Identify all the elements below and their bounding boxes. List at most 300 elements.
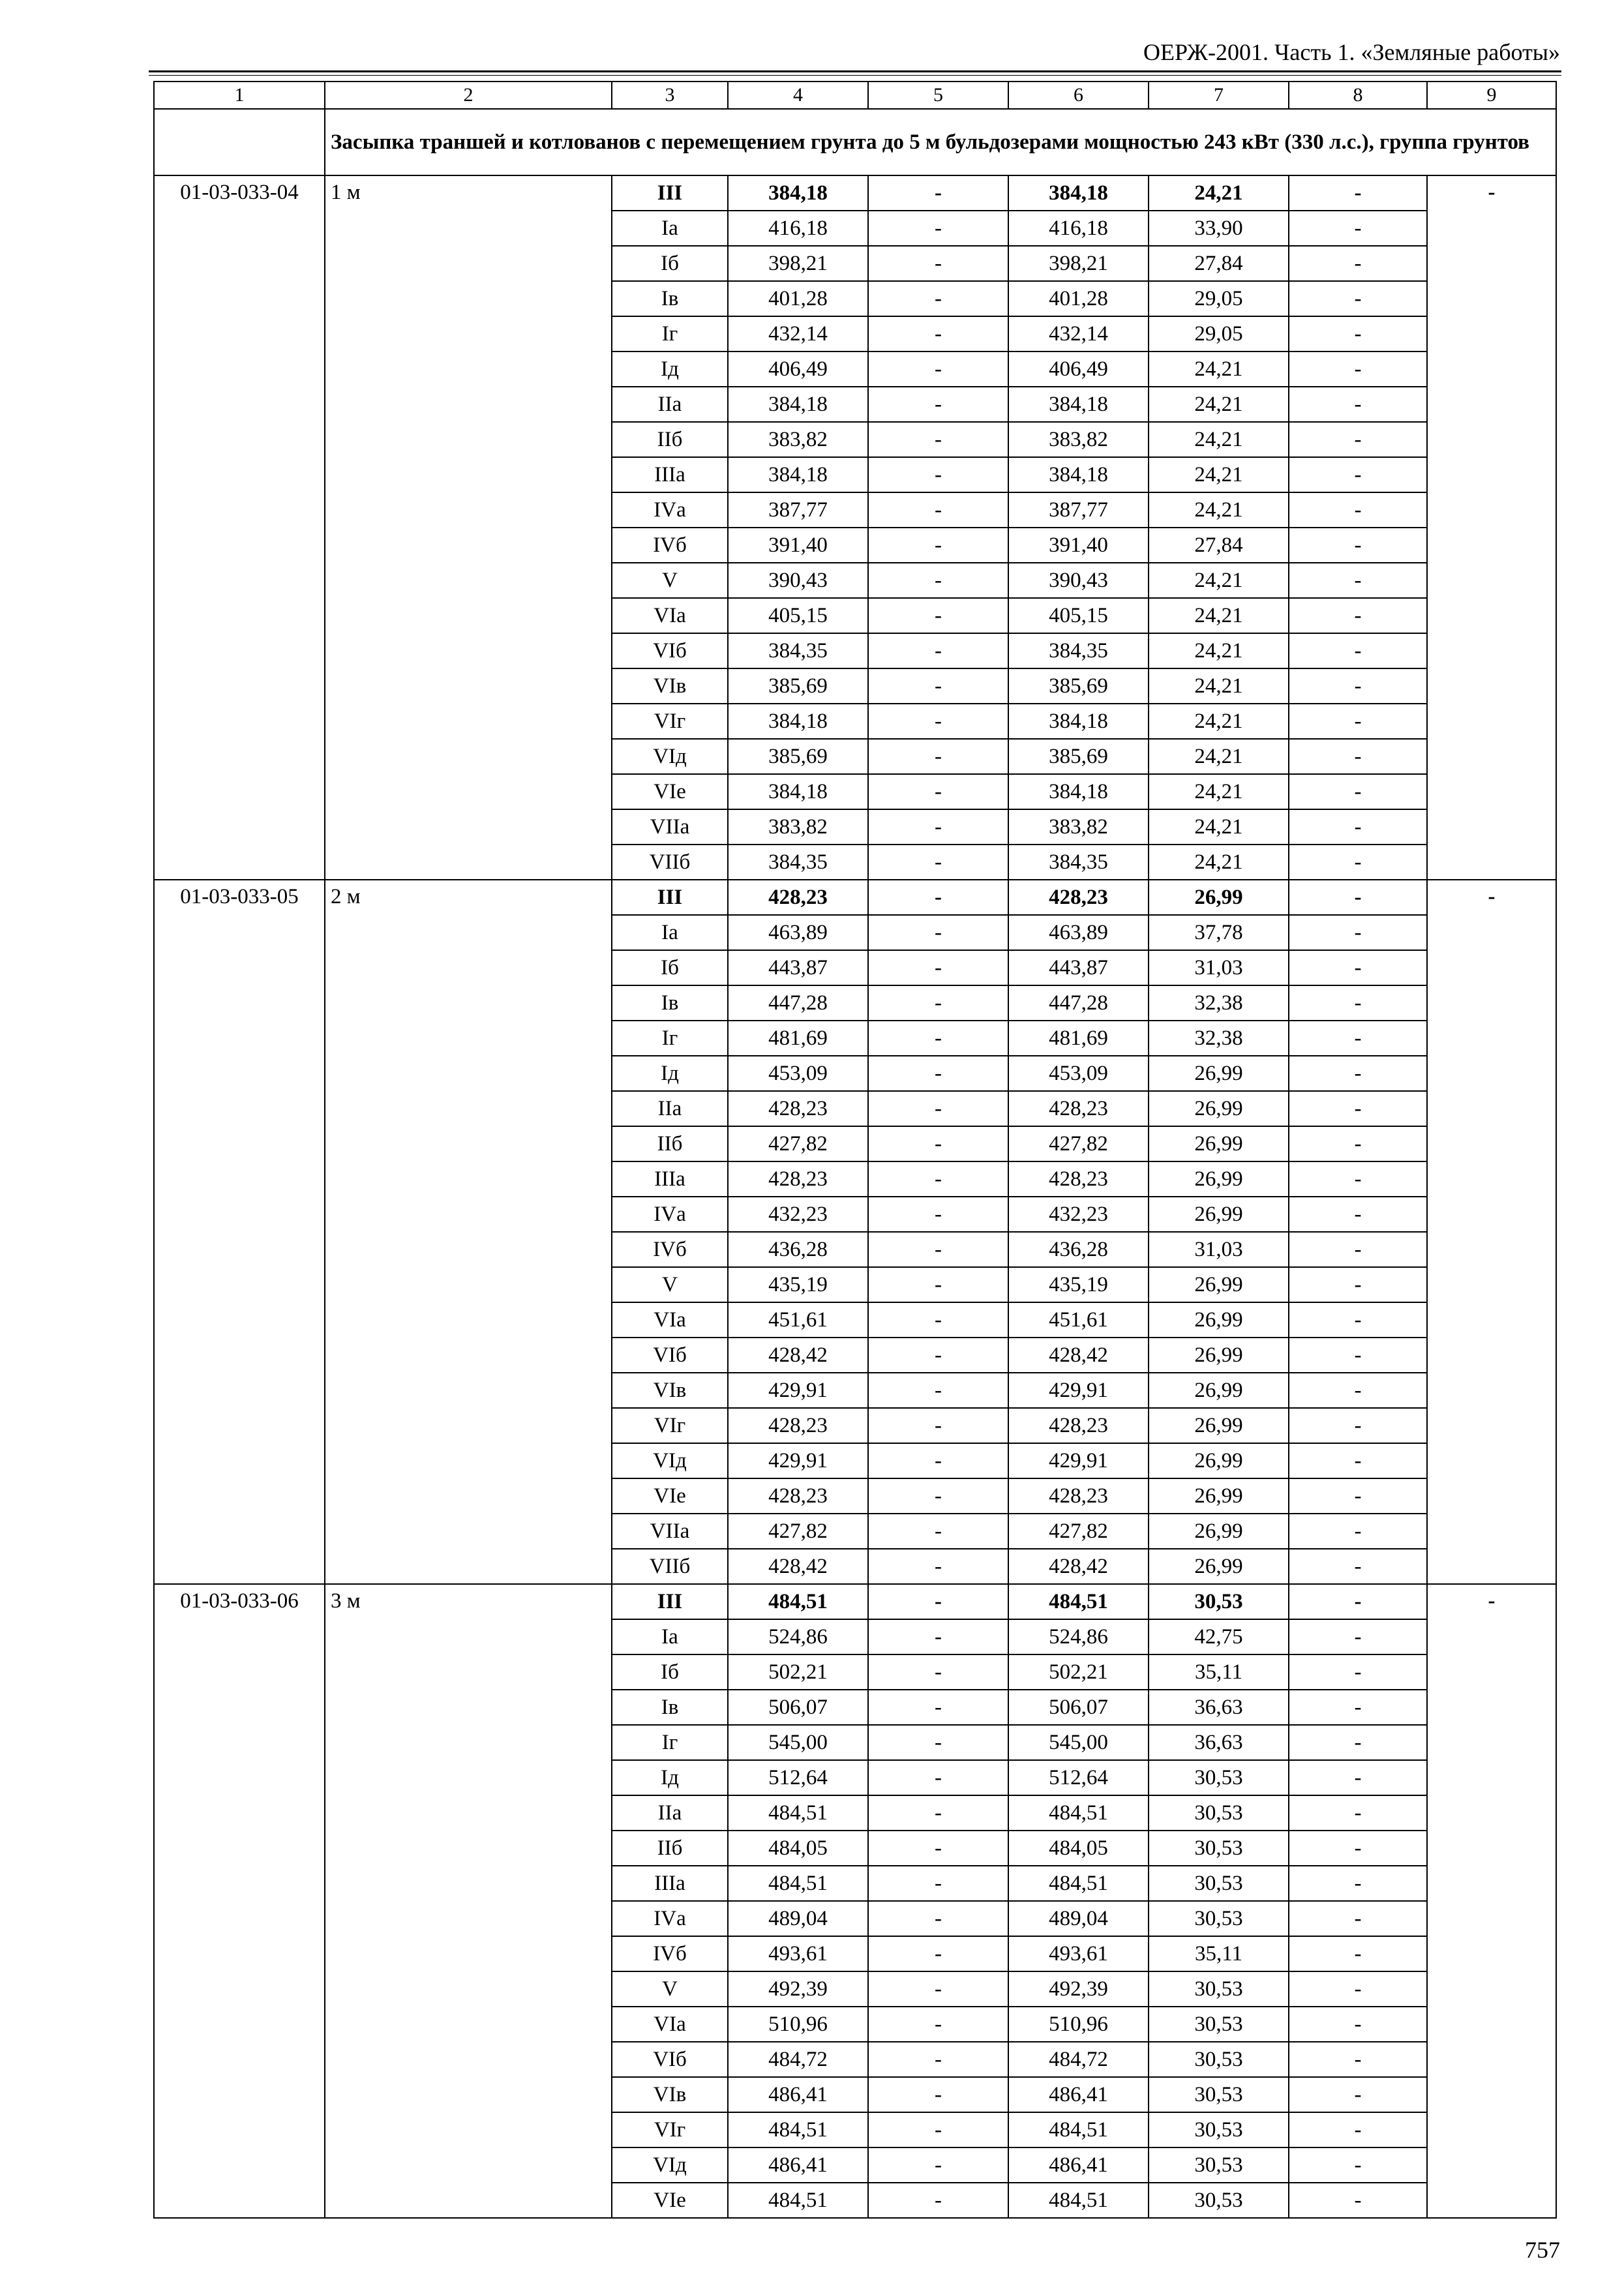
cell-col6: 384,18 xyxy=(1008,175,1149,211)
cell-col6: 484,72 xyxy=(1008,2042,1149,2077)
cell-col5: - xyxy=(868,1091,1008,1126)
cell-col4: 384,18 xyxy=(728,175,868,211)
cell-col8: - xyxy=(1289,1408,1427,1443)
soil-group: Iб xyxy=(612,950,728,985)
cell-col8: - xyxy=(1289,2183,1427,2218)
cell-col6: 489,04 xyxy=(1008,1901,1149,1936)
section-title-row xyxy=(154,109,1556,175)
soil-group: IVб xyxy=(612,1232,728,1267)
cell-col8: - xyxy=(1289,246,1427,281)
soil-group: IVа xyxy=(612,492,728,528)
cell-col8: - xyxy=(1289,1936,1427,1971)
cell-col6: 429,91 xyxy=(1008,1443,1149,1478)
cell-col6: 384,18 xyxy=(1008,387,1149,422)
cell-col8: - xyxy=(1289,774,1427,809)
cell-col6: 443,87 xyxy=(1008,950,1149,985)
soil-group: VIд xyxy=(612,1443,728,1478)
soil-group: VIв xyxy=(612,1373,728,1408)
soil-group: VIа xyxy=(612,598,728,633)
cell-col8: - xyxy=(1289,2042,1427,2077)
column-number: 3 xyxy=(612,82,728,109)
cell-col4: 398,21 xyxy=(728,246,868,281)
column-number: 5 xyxy=(868,82,1008,109)
cell-col5: - xyxy=(868,598,1008,633)
cell-col7: 24,21 xyxy=(1149,633,1289,668)
cell-col8: - xyxy=(1289,1443,1427,1478)
cell-col7: 30,53 xyxy=(1149,2112,1289,2147)
cell-col8: - xyxy=(1289,1338,1427,1373)
cell-col7: 30,53 xyxy=(1149,2147,1289,2183)
cell-col8: - xyxy=(1289,175,1427,211)
cell-col6: 384,35 xyxy=(1008,633,1149,668)
cell-col5: - xyxy=(868,915,1008,950)
cell-col7: 32,38 xyxy=(1149,985,1289,1021)
cell-col8: - xyxy=(1289,1021,1427,1056)
cell-col6: 427,82 xyxy=(1008,1514,1149,1549)
cell-col6: 384,18 xyxy=(1008,704,1149,739)
cell-col7: 24,21 xyxy=(1149,175,1289,211)
cell-col7: 36,63 xyxy=(1149,1725,1289,1760)
cell-col5: - xyxy=(868,175,1008,211)
header-rule xyxy=(149,70,1561,72)
soil-group: V xyxy=(612,1267,728,1302)
cell-col6: 384,18 xyxy=(1008,457,1149,492)
cell-col7: 24,21 xyxy=(1149,422,1289,457)
soil-group: Iв xyxy=(612,1690,728,1725)
cell-col5: - xyxy=(868,985,1008,1021)
cell-col9: - xyxy=(1427,1584,1556,2218)
soil-group: Iа xyxy=(612,915,728,950)
cell-col8: - xyxy=(1289,1197,1427,1232)
soil-group: Iб xyxy=(612,246,728,281)
cell-col4: 502,21 xyxy=(728,1654,868,1690)
cell-col7: 24,21 xyxy=(1149,774,1289,809)
cell-col6: 416,18 xyxy=(1008,211,1149,246)
cell-col6: 486,41 xyxy=(1008,2077,1149,2112)
soil-group: VIг xyxy=(612,2112,728,2147)
cell-col5: - xyxy=(868,1514,1008,1549)
cell-col6: 484,51 xyxy=(1008,2112,1149,2147)
cell-col6: 484,51 xyxy=(1008,1584,1149,1619)
cell-col6: 493,61 xyxy=(1008,1936,1149,1971)
cell-col7: 24,21 xyxy=(1149,563,1289,598)
rate-description: 2 м xyxy=(325,880,612,1584)
soil-group: VIд xyxy=(612,2147,728,2183)
soil-group: Iд xyxy=(612,1760,728,1795)
soil-group: Iг xyxy=(612,1725,728,1760)
cell-col6: 384,35 xyxy=(1008,845,1149,880)
cell-col8: - xyxy=(1289,985,1427,1021)
cell-col9: - xyxy=(1427,175,1556,880)
soil-group: IIб xyxy=(612,1126,728,1161)
cell-col8: - xyxy=(1289,633,1427,668)
cell-col4: 427,82 xyxy=(728,1126,868,1161)
cell-col8: - xyxy=(1289,316,1427,352)
cell-col8: - xyxy=(1289,1161,1427,1197)
cell-col4: 387,77 xyxy=(728,492,868,528)
section-title-spacer xyxy=(154,109,325,175)
soil-group: IIб xyxy=(612,1831,728,1866)
cell-col8: - xyxy=(1289,1549,1427,1584)
cell-col6: 405,15 xyxy=(1008,598,1149,633)
cell-col7: 24,21 xyxy=(1149,352,1289,387)
cell-col4: 429,91 xyxy=(728,1373,868,1408)
cell-col8: - xyxy=(1289,2112,1427,2147)
cell-col9: - xyxy=(1427,880,1556,1584)
cell-col7: 30,53 xyxy=(1149,1831,1289,1866)
cell-col8: - xyxy=(1289,1725,1427,1760)
soil-group: VIд xyxy=(612,739,728,774)
cell-col8: - xyxy=(1289,915,1427,950)
cell-col5: - xyxy=(868,422,1008,457)
cell-col4: 406,49 xyxy=(728,352,868,387)
page-header-title: ОЕРЖ-2001. Часть 1. «Земляные работы» xyxy=(1143,39,1560,65)
column-number: 2 xyxy=(325,82,612,109)
cell-col7: 32,38 xyxy=(1149,1021,1289,1056)
cell-col4: 512,64 xyxy=(728,1760,868,1795)
cell-col4: 492,39 xyxy=(728,1971,868,2007)
cell-col5: - xyxy=(868,1690,1008,1725)
cell-col8: - xyxy=(1289,1760,1427,1795)
rate-code: 01-03-033-06 xyxy=(154,1584,325,2218)
cell-col7: 31,03 xyxy=(1149,1232,1289,1267)
cell-col7: 26,99 xyxy=(1149,1514,1289,1549)
cell-col5: - xyxy=(868,1232,1008,1267)
cell-col6: 383,82 xyxy=(1008,422,1149,457)
cell-col8: - xyxy=(1289,422,1427,457)
cell-col5: - xyxy=(868,316,1008,352)
cell-col4: 428,23 xyxy=(728,880,868,915)
cell-col5: - xyxy=(868,633,1008,668)
soil-group: VIв xyxy=(612,2077,728,2112)
cell-col8: - xyxy=(1289,1619,1427,1654)
cell-col8: - xyxy=(1289,1654,1427,1690)
cell-col5: - xyxy=(868,2147,1008,2183)
cell-col5: - xyxy=(868,1056,1008,1091)
column-number: 1 xyxy=(154,82,325,109)
cell-col8: - xyxy=(1289,950,1427,985)
cell-col4: 390,43 xyxy=(728,563,868,598)
cell-col7: 24,21 xyxy=(1149,492,1289,528)
cell-col7: 33,90 xyxy=(1149,211,1289,246)
soil-group: VIг xyxy=(612,704,728,739)
cell-col5: - xyxy=(868,1654,1008,1690)
cell-col4: 384,18 xyxy=(728,457,868,492)
cell-col4: 484,51 xyxy=(728,2112,868,2147)
cell-col5: - xyxy=(868,492,1008,528)
cell-col6: 401,28 xyxy=(1008,281,1149,316)
cell-col8: - xyxy=(1289,704,1427,739)
cell-col4: 486,41 xyxy=(728,2147,868,2183)
cell-col7: 27,84 xyxy=(1149,246,1289,281)
cell-col5: - xyxy=(868,1901,1008,1936)
cell-col7: 26,99 xyxy=(1149,880,1289,915)
cell-col7: 36,63 xyxy=(1149,1690,1289,1725)
cell-col7: 30,53 xyxy=(1149,1760,1289,1795)
cell-col8: - xyxy=(1289,668,1427,704)
soil-group: IIа xyxy=(612,1795,728,1831)
soil-group: V xyxy=(612,1971,728,2007)
cell-col5: - xyxy=(868,1725,1008,1760)
cell-col8: - xyxy=(1289,1373,1427,1408)
cell-col4: 428,23 xyxy=(728,1161,868,1197)
cell-col5: - xyxy=(868,211,1008,246)
cell-col6: 428,42 xyxy=(1008,1549,1149,1584)
soil-group: VIа xyxy=(612,2007,728,2042)
soil-group: IIIа xyxy=(612,1161,728,1197)
soil-group: IIа xyxy=(612,387,728,422)
cell-col7: 26,99 xyxy=(1149,1373,1289,1408)
cell-col7: 26,99 xyxy=(1149,1056,1289,1091)
cell-col4: 524,86 xyxy=(728,1619,868,1654)
cell-col4: 510,96 xyxy=(728,2007,868,2042)
cell-col7: 24,21 xyxy=(1149,739,1289,774)
cell-col5: - xyxy=(868,2112,1008,2147)
cell-col4: 429,91 xyxy=(728,1443,868,1478)
soil-group: Iг xyxy=(612,1021,728,1056)
cell-col6: 432,14 xyxy=(1008,316,1149,352)
cell-col6: 506,07 xyxy=(1008,1690,1149,1725)
cell-col7: 26,99 xyxy=(1149,1197,1289,1232)
cell-col6: 428,23 xyxy=(1008,880,1149,915)
section-title: Засыпка траншей и котлованов с перемещением грунта до 5 м бульдозерами мощностью 243 кВт (330 л.с.), группа грунтов xyxy=(325,109,1556,175)
cell-col5: - xyxy=(868,1302,1008,1338)
cell-col4: 428,42 xyxy=(728,1338,868,1373)
cell-col7: 26,99 xyxy=(1149,1091,1289,1126)
soil-group: Iа xyxy=(612,211,728,246)
rate-code: 01-03-033-04 xyxy=(154,175,325,880)
cell-col6: 484,51 xyxy=(1008,1866,1149,1901)
cell-col4: 447,28 xyxy=(728,985,868,1021)
cell-col5: - xyxy=(868,1338,1008,1373)
cell-col4: 428,23 xyxy=(728,1091,868,1126)
cell-col5: - xyxy=(868,809,1008,845)
cell-col7: 26,99 xyxy=(1149,1302,1289,1338)
cell-col8: - xyxy=(1289,1831,1427,1866)
cell-col6: 463,89 xyxy=(1008,915,1149,950)
cell-col4: 484,51 xyxy=(728,2183,868,2218)
cell-col5: - xyxy=(868,246,1008,281)
cell-col7: 24,21 xyxy=(1149,704,1289,739)
cell-col7: 27,84 xyxy=(1149,528,1289,563)
cell-col4: 435,19 xyxy=(728,1267,868,1302)
column-number: 7 xyxy=(1149,82,1289,109)
cell-col6: 406,49 xyxy=(1008,352,1149,387)
cell-col6: 512,64 xyxy=(1008,1760,1149,1795)
cell-col4: 484,51 xyxy=(728,1584,868,1619)
cell-col5: - xyxy=(868,1373,1008,1408)
cell-col7: 26,99 xyxy=(1149,1126,1289,1161)
cell-col5: - xyxy=(868,1197,1008,1232)
cell-col4: 384,18 xyxy=(728,774,868,809)
cell-col8: - xyxy=(1289,1091,1427,1126)
cell-col4: 405,15 xyxy=(728,598,868,633)
soil-group: VIе xyxy=(612,774,728,809)
cell-col8: - xyxy=(1289,880,1427,915)
cell-col8: - xyxy=(1289,1584,1427,1619)
cell-col4: 432,23 xyxy=(728,1197,868,1232)
cell-col5: - xyxy=(868,1866,1008,1901)
soil-group: VIIб xyxy=(612,1549,728,1584)
soil-group: IVб xyxy=(612,528,728,563)
cell-col4: 506,07 xyxy=(728,1690,868,1725)
cell-col6: 484,05 xyxy=(1008,1831,1149,1866)
cell-col5: - xyxy=(868,1126,1008,1161)
soil-group: VIг xyxy=(612,1408,728,1443)
soil-group: VIб xyxy=(612,2042,728,2077)
cell-col7: 30,53 xyxy=(1149,2042,1289,2077)
cell-col7: 30,53 xyxy=(1149,1971,1289,2007)
soil-group: Iд xyxy=(612,352,728,387)
cell-col6: 385,69 xyxy=(1008,739,1149,774)
soil-group: VIв xyxy=(612,668,728,704)
cell-col4: 416,18 xyxy=(728,211,868,246)
cell-col5: - xyxy=(868,845,1008,880)
cell-col8: - xyxy=(1289,1690,1427,1725)
cell-col7: 35,11 xyxy=(1149,1654,1289,1690)
soil-group: VIа xyxy=(612,1302,728,1338)
soil-group: III xyxy=(612,175,728,211)
cell-col5: - xyxy=(868,387,1008,422)
table-row xyxy=(154,880,1556,915)
cell-col5: - xyxy=(868,1408,1008,1443)
soil-group: IIб xyxy=(612,422,728,457)
cell-col5: - xyxy=(868,774,1008,809)
cell-col7: 24,21 xyxy=(1149,845,1289,880)
cell-col6: 510,96 xyxy=(1008,2007,1149,2042)
column-number: 8 xyxy=(1289,82,1427,109)
cell-col4: 545,00 xyxy=(728,1725,868,1760)
cell-col8: - xyxy=(1289,809,1427,845)
cell-col6: 428,23 xyxy=(1008,1161,1149,1197)
rates-table-container xyxy=(153,81,1556,2219)
cell-col8: - xyxy=(1289,739,1427,774)
cell-col6: 484,51 xyxy=(1008,1795,1149,1831)
cell-col7: 24,21 xyxy=(1149,598,1289,633)
cell-col4: 383,82 xyxy=(728,809,868,845)
cell-col8: - xyxy=(1289,1478,1427,1514)
cell-col8: - xyxy=(1289,211,1427,246)
cell-col4: 383,82 xyxy=(728,422,868,457)
cell-col7: 31,03 xyxy=(1149,950,1289,985)
cell-col7: 24,21 xyxy=(1149,457,1289,492)
cell-col8: - xyxy=(1289,2077,1427,2112)
cell-col8: - xyxy=(1289,1514,1427,1549)
cell-col8: - xyxy=(1289,2007,1427,2042)
cell-col8: - xyxy=(1289,1056,1427,1091)
cell-col5: - xyxy=(868,1619,1008,1654)
cell-col7: 26,99 xyxy=(1149,1443,1289,1478)
cell-col5: - xyxy=(868,1831,1008,1866)
cell-col6: 427,82 xyxy=(1008,1126,1149,1161)
cell-col8: - xyxy=(1289,1901,1427,1936)
cell-col7: 35,11 xyxy=(1149,1936,1289,1971)
cell-col4: 484,51 xyxy=(728,1795,868,1831)
cell-col5: - xyxy=(868,281,1008,316)
cell-col4: 436,28 xyxy=(728,1232,868,1267)
soil-group: Iа xyxy=(612,1619,728,1654)
soil-group: IIIа xyxy=(612,457,728,492)
soil-group: V xyxy=(612,563,728,598)
cell-col6: 451,61 xyxy=(1008,1302,1149,1338)
cell-col7: 26,99 xyxy=(1149,1478,1289,1514)
cell-col4: 484,72 xyxy=(728,2042,868,2077)
header-rule-thin xyxy=(149,75,1561,76)
cell-col5: - xyxy=(868,1971,1008,2007)
cell-col4: 484,05 xyxy=(728,1831,868,1866)
cell-col6: 385,69 xyxy=(1008,668,1149,704)
cell-col6: 428,23 xyxy=(1008,1091,1149,1126)
cell-col7: 24,21 xyxy=(1149,387,1289,422)
column-number: 9 xyxy=(1427,82,1556,109)
cell-col4: 427,82 xyxy=(728,1514,868,1549)
cell-col7: 26,99 xyxy=(1149,1408,1289,1443)
cell-col8: - xyxy=(1289,281,1427,316)
cell-col7: 42,75 xyxy=(1149,1619,1289,1654)
soil-group: IVа xyxy=(612,1901,728,1936)
soil-group: III xyxy=(612,1584,728,1619)
cell-col5: - xyxy=(868,880,1008,915)
cell-col4: 489,04 xyxy=(728,1901,868,1936)
cell-col5: - xyxy=(868,1584,1008,1619)
cell-col6: 453,09 xyxy=(1008,1056,1149,1091)
cell-col7: 29,05 xyxy=(1149,316,1289,352)
cell-col8: - xyxy=(1289,492,1427,528)
cell-col8: - xyxy=(1289,1971,1427,2007)
cell-col5: - xyxy=(868,2183,1008,2218)
soil-group: Iв xyxy=(612,985,728,1021)
cell-col6: 429,91 xyxy=(1008,1373,1149,1408)
rates-table-body xyxy=(154,82,1556,2218)
cell-col4: 484,51 xyxy=(728,1866,868,1901)
cell-col5: - xyxy=(868,739,1008,774)
cell-col4: 443,87 xyxy=(728,950,868,985)
cell-col8: - xyxy=(1289,1267,1427,1302)
cell-col7: 30,53 xyxy=(1149,1584,1289,1619)
cell-col6: 435,19 xyxy=(1008,1267,1149,1302)
cell-col8: - xyxy=(1289,457,1427,492)
cell-col5: - xyxy=(868,704,1008,739)
cell-col4: 463,89 xyxy=(728,915,868,950)
cell-col8: - xyxy=(1289,2147,1427,2183)
cell-col5: - xyxy=(868,950,1008,985)
soil-group: Iд xyxy=(612,1056,728,1091)
cell-col5: - xyxy=(868,563,1008,598)
soil-group: VIIа xyxy=(612,1514,728,1549)
cell-col7: 29,05 xyxy=(1149,281,1289,316)
cell-col4: 432,14 xyxy=(728,316,868,352)
cell-col5: - xyxy=(868,1936,1008,1971)
rate-description: 3 м xyxy=(325,1584,612,2218)
cell-col6: 428,23 xyxy=(1008,1478,1149,1514)
cell-col6: 492,39 xyxy=(1008,1971,1149,2007)
cell-col8: - xyxy=(1289,387,1427,422)
cell-col4: 384,18 xyxy=(728,387,868,422)
cell-col6: 390,43 xyxy=(1008,563,1149,598)
soil-group: VIе xyxy=(612,1478,728,1514)
rates-table xyxy=(153,81,1557,2219)
cell-col8: - xyxy=(1289,1866,1427,1901)
cell-col6: 486,41 xyxy=(1008,2147,1149,2183)
cell-col5: - xyxy=(868,1267,1008,1302)
cell-col5: - xyxy=(868,1760,1008,1795)
cell-col5: - xyxy=(868,2042,1008,2077)
column-number-row xyxy=(154,82,1556,109)
column-number: 4 xyxy=(728,82,868,109)
cell-col6: 398,21 xyxy=(1008,246,1149,281)
cell-col7: 24,21 xyxy=(1149,668,1289,704)
cell-col4: 384,18 xyxy=(728,704,868,739)
